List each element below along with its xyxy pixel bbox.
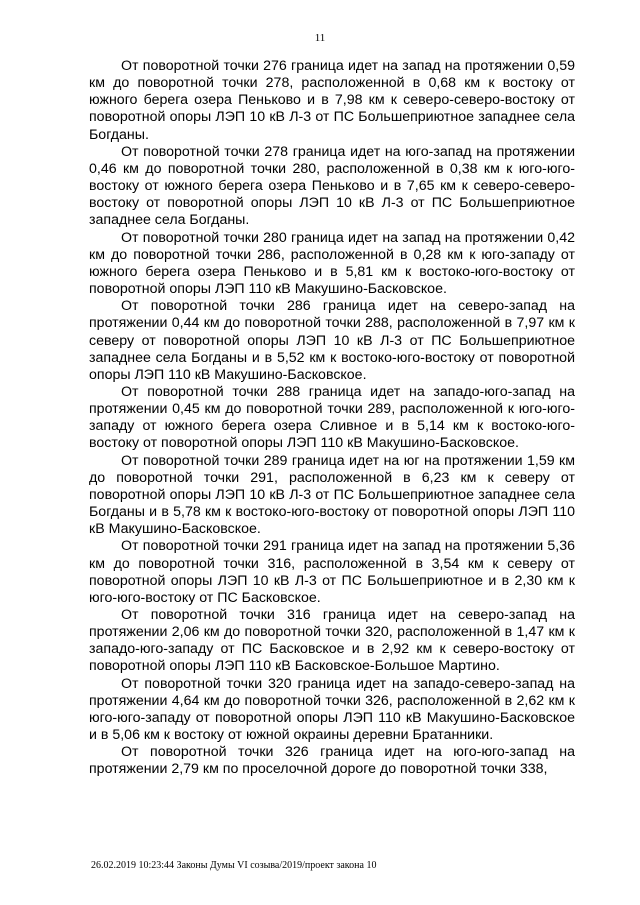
- paragraph: От поворотной точки 291 граница идет на запад на протяжении 5,36 км до поворотной точки 316, расположенной в 3,54 км к северу от поворотной опоры ЛЭП 10 кВ Л-3 от ПС Большеприютное и в 2,30 км к юго-юго-востоку от ПС Басковское.: [89, 538, 575, 606]
- paragraph: От поворотной точки 276 граница идет на запад на протяжении 0,59 км до поворотной точки 278, расположенной в 0,68 км к востоку от южного берега озера Пеньково и в 7,98 км к северо-северо-востоку от поворотной опоры ЛЭП 10 кВ Л-3 от ПС Большеприютное западнее села Богданы.: [89, 58, 575, 143]
- paragraph: От поворотной точки 286 граница идет на северо-запад на протяжении 0,44 км до поворотной точки 288, расположенной в 7,97 км к северу от поворотной опоры ЛЭП 10 кВ Л-3 от ПС Большеприютное западнее села Богданы и в 5,52 км к востоко-юго-востоку от поворотной опоры ЛЭП 110 кВ Макушино-Басковское.: [89, 298, 575, 383]
- paragraph: От поворотной точки 316 граница идет на северо-запад на протяжении 2,06 км до поворотной точки 320, расположенной в 1,47 км к западо-юго-западу от ПС Басковское и в 2,92 км к северо-востоку от поворотной опоры ЛЭП 110 кВ Басковское-Большое Мартино.: [89, 607, 575, 675]
- document-body: [89, 58, 575, 779]
- paragraph: От поворотной точки 280 граница идет на запад на протяжении 0,42 км до поворотной точки 286, расположенной в 0,28 км к юго-западу от южного берега озера Пеньково и в 5,81 км к востоко-юго-востоку от поворотной опоры ЛЭП 110 кВ Макушино-Басковское.: [89, 229, 575, 298]
- page-number: 11: [314, 32, 326, 44]
- paragraph: От поворотной точки 320 граница идет на западо-северо-запад на протяжении 4,64 км до поворотной точки 326, расположенной в 2,62 км к юго-юго-западу от поворотной опоры ЛЭП 110 кВ Макушино-Басковское и в 5,06 км к востоку от южной окраины деревни Братанники.: [89, 675, 575, 744]
- paragraph: От поворотной точки 278 граница идет на юго-запад на протяжении 0,46 км до поворотной точки 280, расположенной в 0,38 км к юго-юго-востоку от южного берега озера Пеньково и в 7,65 км к северо-северо-востоку от поворотной опоры ЛЭП 10 кВ Л-3 от ПС Большеприютное западнее села Богданы.: [89, 143, 575, 229]
- paragraph: От поворотной точки 288 граница идет на западо-юго-запад на протяжении 0,45 км до поворотной точки 289, расположенной к юго-юго-западу от южного берега озера Сливное и в 5,14 км к востоко-юго-востоку от поворотной опоры ЛЭП 110 кВ Макушино-Басковское.: [89, 383, 575, 452]
- paragraph: От поворотной точки 326 граница идет на юго-юго-запад на протяжении 2,79 км по проселочной дороге до поворотной точки 338,: [89, 744, 575, 778]
- paragraph: От поворотной точки 289 граница идет на юг на протяжении 1,59 км до поворотной точки 291, расположенной в 6,23 км к северу от поворотной опоры ЛЭП 10 кВ Л-3 от ПС Большеприютное западнее села Богданы и в 5,78 км к востоко-юго-востоку от поворотной опоры ЛЭП 110 кВ Макушино-Басковское.: [89, 452, 575, 538]
- document-footer: 26.02.2019 10:23:44 Законы Думы VI созыва/2019/проект закона 10: [91, 860, 377, 871]
